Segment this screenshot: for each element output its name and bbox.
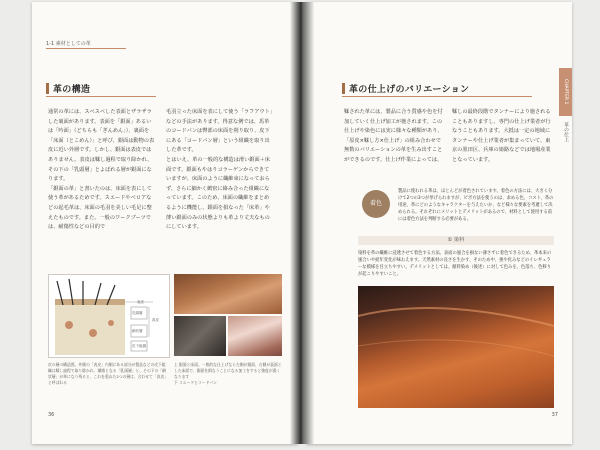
skin-structure-diagram xyxy=(48,274,170,358)
body-column-2: 鞣しの最終段階でタンナーにより施されることもありますし、専門の仕上げ業者が行なうこともあります。大抵は一定の地域にタンナーや仕上げ業者が集まっていて、東京の墨田区、兵庫の姫路などでは地場産業となっています。 xyxy=(452,109,551,163)
book-spread xyxy=(32,2,572,444)
body-column-1: 通常の革には、スベスベした表面とザラザラした裏面があります。表面を「銀面」あるいは「吟面」（どちらも「ぎんめん」）、裏面を「床面（とこめん）」と呼び、銀面は動物の表皮に近い外層です。しかし、銀面は表皮ではありません。表皮は鞣し過程で取り除かれ、その下の「乳頭層」とよばれる層が銀面になります。 「銀面の革」と書いたのは、床面を表にして使う革があるためです。スエードやベロアなどの起毛革は、床面の毛羽を美しい毛足に整えたものです。また、一般のワークブーツでは、耐傷性などの目的で xyxy=(48,109,155,231)
running-head: 1-1 素材としての革 xyxy=(46,41,91,47)
label-epidermis: 表皮 xyxy=(137,300,144,304)
heading-accent-bar xyxy=(46,83,49,94)
label-dermis: 真皮 xyxy=(152,318,159,322)
heading-accent-bar xyxy=(342,83,345,94)
chapter-tab: CHAPTER 1 xyxy=(559,68,572,116)
page-number: 36 xyxy=(48,412,55,418)
coloring-description: 製品に使われる革は、ほとんどが着色されています。着色の方法には、大きく分けて2つの3つが挙げられますが、ビボ方法を使うのは、求める色、コスト、革の用途、革にどのようなキャラクターを与えたいか、など様々な要素を考慮して決められる。それぞれにメリットとデメリットがあるので、材料として使用する前には着色方法を判断する必要がある。 xyxy=(398,189,554,222)
left-page xyxy=(32,2,298,444)
heading-rule xyxy=(46,96,156,97)
section-heading-text: 革の仕上げのバリエーション xyxy=(349,85,470,95)
side-label: 革の仕上 xyxy=(563,122,569,142)
section-heading-text: 革の構造 xyxy=(53,85,91,95)
dyed-leather-photo xyxy=(358,286,554,408)
running-head-rule xyxy=(46,48,126,49)
label-reticular-layer: 網状層 xyxy=(132,329,143,333)
dye-section-text: 染料を革の繊維に浸透させて着色する方法。表面の風合を損ない薄さずに着色できるため、革本来の風合いや経年変化が味わえます。天然素材の良さを生かす、そのため中、強や化みなどのイレギュラーな模様を目立ちやすい。デメリットとしては、顔料染め（後述）に対して色みを、色落ち、色移りが起こりやすいこと。 xyxy=(358,251,552,277)
page-number: 37 xyxy=(551,412,558,418)
section-heading xyxy=(342,82,469,95)
body-column-1: 鞣された革には、製品に合う質感や色を付加していく仕上げ加工が施されます。この仕上げや染色には実に様々な種類があり、「原皮×鞣し方×仕上げ」の組み合わせで無数のバリエーションの革を生み出すことができるのです。仕上げ作業によっては、 xyxy=(344,109,443,163)
label-papillary-layer: 乳頭層 xyxy=(132,311,143,315)
coloring-circle-badge: 着色 xyxy=(362,190,390,218)
suede-photo xyxy=(174,316,226,356)
cordovan-photo xyxy=(228,316,282,356)
label-subcutaneous: 皮下組織 xyxy=(132,344,146,348)
body-column-2: 毛羽立った床面を表にして使う「ラフアウト」などの手法があります。得意な例では、馬革のコードバンは臀部の床面を削り取り、皮下にある「コードバン層」という組織を取り出した革です。 とはいえ、革の一般的な構造は滑い銀面＋床面です。銀面もやはりコラーゲンからできていますが、床面のように繊維束になっておらず、さらに細かく緻密に絡み合った組織になっています。このため、床面の繊維をまとめるように機能し、銀面を損なった「床革」や薄い銀面のみの状態よりも革より丈夫なものにしています。 xyxy=(166,109,273,231)
grain-and-flesh-photo xyxy=(174,274,282,314)
book-gutter xyxy=(290,2,314,444)
section-heading xyxy=(46,82,90,95)
dye-section-title: ① 染料 xyxy=(358,236,554,245)
photo-caption: 上 銀面と床面。一般的な仕上げなら左側が銀面、右側が裏面とした床面で、銀面を損なうことになる加工をすると強度が弱くなります 下 スエードとコードバン xyxy=(174,362,282,385)
diagram-caption: 皮の層の構造図。外側の「表皮」内側にある部分が製品などの皮下組織は鞣し過程で取り除かれ、繊維となる「乳頭層」と、その下の「網状層」が革になり残ると、これを重ねた2つの層は、合わせて「真皮」と呼ばれる xyxy=(48,362,167,385)
heading-rule xyxy=(342,96,532,97)
right-page xyxy=(306,2,572,444)
